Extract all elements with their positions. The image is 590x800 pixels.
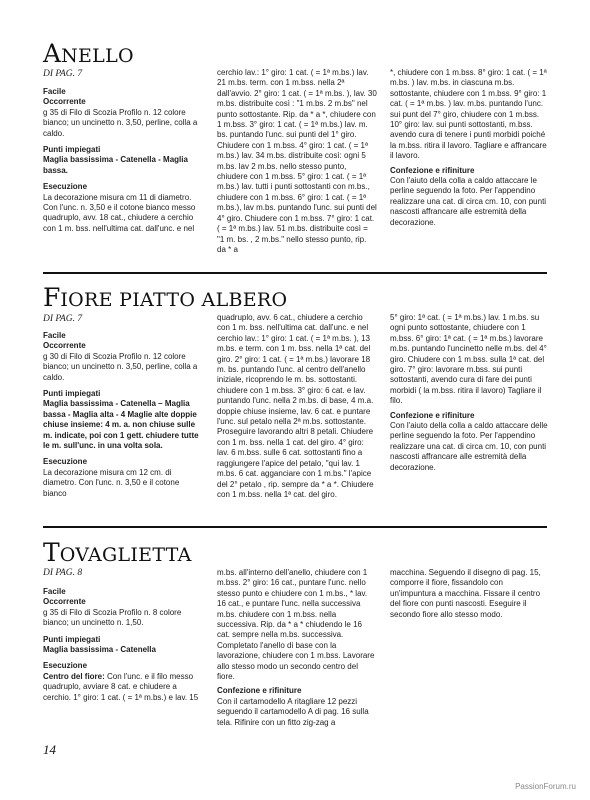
tovaglietta-giri-text: m.bs. all'interno dell'anello, chiudere con 1 m.bss. 2° giro: 16 cat., puntare l'unc. nello stesso punto e chiudere con 1 m.bs., * lav. 16 cat., e puntare l'unc. nella successiva m.bs. chiudere con 1 m.bss. nella successiva. Rip. da * a * chiudendo le 16 cat. sempre nella m.bs. successiva. Completato l'anello di base con la lavorazione, chiudere con 1 m.bss. Lavorare allo stesso modo un secondo centro del fiore.	[217, 568, 375, 682]
fiore-giri-text-cont: 5° giro: 1ª cat. ( = 1ª m.bs.) lav. 1 m.bs. su ogni punto sottostante, chiudere con 1 m.bss. 6° giro: 1ª cat. ( = 1ª m.bs.) lavorare m.bs. puntando l'uncinetto nelle m.bs. del 4° giro. Chiudere con 1 m.bss. sulla 1ª cat. del giro. 7° giro: lavorare m.bss. sui punti sottostanti, avendo cura di fare dei punti morbidi ( la m.bss. ritira il lavoro) Tagliare il filo.	[390, 313, 547, 406]
page-number: 14	[43, 742, 56, 757]
occorrente-heading: Occorrente	[43, 341, 86, 351]
anello-giri-text-cont: *, chiudere con 1 m.bss. 8° giro: 1 cat. ( = 1ª m.bs. ) lav. m.bs. in ciascuna m.bs. sottostante, chiudere con 1 m.bss. 9° giro: 1 cat. ( = 1ª m.bs. ) lav. m.bs. puntando l'unc. sui punt del 7° giro, chiudere con 1 m.bss. 10° giro: lav. sui punti sottostanti, m.bss. avendo cura di tenere i punti morbidi poiché la m.bss. ritira il lavoro. Tagliare e affrancare il lavoro.	[390, 68, 547, 161]
anello-col-3	[390, 68, 548, 268]
fiore-col-2	[217, 313, 377, 523]
tovaglietta-col-2	[217, 568, 377, 738]
section-title-fiore: FIORE PIATTO ALBERO	[43, 283, 288, 312]
confezione-text: Con il cartamodello A ritagliare 12 pezzi seguendo il cartamodello A di pag. 16 sulla tela. Rifinire con un fitto zig-zag a	[217, 696, 369, 727]
esecuzione-text: La decorazione misura cm 11 di diametro. Con l'unc. n. 3,50 e il cotone bianco messo quadruplo, avv. 18 cat., chiudere a cerchio con 1 m. bss. nell'ultima cat. dall'unc. e nel	[43, 192, 196, 233]
tovaglietta-col-1	[43, 587, 201, 737]
tovaglietta-col-3	[390, 568, 548, 668]
confezione-text: Con l'aiuto della colla a caldo attaccare le perline seguendo la foto. Per l'appendino realizzare una cat. di circa cm. 10, con punti nascosti affrancare alle estremità della decorazione.	[390, 176, 547, 227]
section-title-tovaglietta: TOVAGLIETTA	[43, 538, 192, 567]
occorrente-heading: Occorrente	[43, 597, 86, 607]
esecuzione-body: Con l'unc. e il filo messo quadruplo, avviare 8 cat. e chiudere a cerchio. 1° giro: 1 cat. ( = 1ª m.bs.) e lav. 15	[43, 671, 199, 702]
occorrente-text: g 35 di Filo di Scozia Profilo n. 12 colore bianco; un uncinetto n. 3,50, perline, colla a caldo.	[43, 107, 198, 138]
confezione-heading: Confezione e rifiniture	[390, 410, 475, 420]
punti-heading: Punti impiegati	[43, 389, 101, 399]
punti-heading: Punti impiegati	[43, 634, 101, 644]
section-subtitle-tovaglietta: DI PAG. 8	[43, 568, 83, 578]
fiore-col-1	[43, 331, 201, 521]
section-divider	[43, 526, 547, 528]
punti-text: Maglia bassissima - Catenella - Maglia bassa.	[43, 155, 188, 175]
confezione-heading: Confezione e rifiniture	[217, 686, 302, 696]
punti-text: Maglia bassissima - Catenella – Maglia bassa - Maglia alta - 4 Maglie alte doppie chiuse insieme: 4 m. a. non chiuse sulle m. indicate, poi con 1 gett. chiudere tutte le m. sull'unc. in una volta sola.	[43, 399, 199, 451]
esecuzione-lead: Centro del fiore:	[43, 671, 105, 681]
anello-col-2	[217, 68, 377, 268]
occorrente-text: g 35 di Filo di Scozia Profilo n. 8 colore bianco; un uncinetto n. 1,50.	[43, 607, 182, 628]
section-subtitle-fiore: DI PAG. 7	[43, 314, 83, 324]
section-divider	[43, 272, 547, 274]
section-subtitle-anello: DI PAG. 7	[43, 69, 83, 79]
occorrente-text: g 30 di Filo di Scozia Profilo n. 12 colore bianco; un uncinetto n. 3,50, perline, colla a caldo.	[43, 351, 198, 382]
esecuzione-text	[43, 672, 201, 703]
confezione-text: Con l'aiuto della colla a caldo attaccare delle perline seguendo la foto. Per l'appendino realizzare una cat. di circa cm. 10, con punti nascosti affrancare alle estremità della decorazione.	[390, 421, 548, 472]
fiore-giri-text: quadruplo, avv. 6 cat., chiudere a cerchio con 1 m. bss. nell'ultima cat. dall'unc. e nel cerchio lav.: 1° giro: 1 cat. ( = 1ª m.bs. ), 13 m.bs. e term. con 1 m. bss. nella 1ª cat. del giro. 2° giro: 1 cat. ( = 1ª m.bs.) lavorare 18 m. bs. puntando l'unc. al centro dell'anello iniziale, ricoprendo le m. bs. sottostanti. chiudere con 1 m.bss. 3° giro: 6 cat. e lav. puntando l'unc. nella 2 m.bs. di base, 4 m.a. doppie chiuse insieme, lav. 6 cat. e puntare l'unc. sul petalo nella 2ª m.bs. sottostante. Proseguire lavorando altri 8 petali. Chiudere con 1 m. bss. nella 1 cat. del giro. 4° giro: lav. 6 m.bss. sulle 6 cat. sottostanti fino a raggiungere l'apice del petalo, "qui lav. 1 m.bs. 6 cat. agganciare con 1 m.bs." l'apice del 2° petalo , rip. sempre da * a *. Chiudere con 1 m.bss. nella 1ª cat. del giro.	[217, 313, 374, 499]
anello-giri-text: cerchio lav.: 1° giro: 1 cat. ( = 1ª m.bs.) lav. 21 m.bs. term. con 1 m.bss. nella 2ª dall'avvio. 2° giro: 1 cat. ( = 1ª m.bs. ), lav. 30 m.bs. distribuite così : "1 m.bs. 2 m.bs" nel punto sottostante. Rip. da * a *, chiudere con 1 m.bss. 3° giro: 1 cat. ( = 1ª m.bs.) lav. m. bs. puntando l'unc. sui punti del 1° giro. Chiudere con 1 m.bss. 4° giro: 1 cat. ( = 1ª m.bs.) lav. 34 m.bs. distribuite così: ogni 5 m.bs. lav 2 m.bs. nello stesso punto, chiudere con 1 m.bss. 5° giro: 1 cat. ( = 1ª m.bs.) lav. tutti i punti sottostanti con m.bs., chiudere con 1 m.bss. 6° giro: 1 cat. ( = 1ª m.bs.), lav m.bs. puntando l'unc. sui punti del 4° giro. Chiudere con 1 m.bss. 7° giro: 1 cat. ( = 1ª m.bs.) lav. 51 m.bs. distribuite così = "1 m. bs. , 2 m.bs." nello stesso punto, rip. da * a	[217, 68, 377, 254]
occorrente-heading: Occorrente	[43, 97, 86, 107]
punti-text: Maglia bassissima - Catenella	[43, 645, 156, 655]
tovaglietta-text-cont: macchina. Seguendo il disegno di pag. 15, comporre il fiore, fissandolo con un'impuntura a macchina. Fissare il centro del fiore con punti nascosti. Eseguire il secondo fiore allo stesso modo.	[390, 568, 541, 619]
level-label: Facile	[43, 587, 66, 596]
esecuzione-text: La decorazione misura cm 12 cm. di diametro. Con l'unc. n. 3,50 e il cotone bianco	[43, 467, 180, 498]
esecuzione-heading: Esecuzione	[43, 182, 88, 192]
punti-heading: Punti impiegati	[43, 145, 101, 155]
watermark: PassionForum.ru	[515, 782, 576, 791]
anello-col-1	[43, 87, 201, 267]
section-title-anello: ANELLO	[43, 39, 134, 68]
confezione-heading: Confezione e rifiniture	[390, 165, 475, 175]
esecuzione-heading: Esecuzione	[43, 457, 88, 467]
level-label: Facile	[43, 331, 66, 340]
fiore-col-3	[390, 313, 548, 523]
level-label: Facile	[43, 87, 66, 96]
esecuzione-heading: Esecuzione	[43, 661, 88, 671]
